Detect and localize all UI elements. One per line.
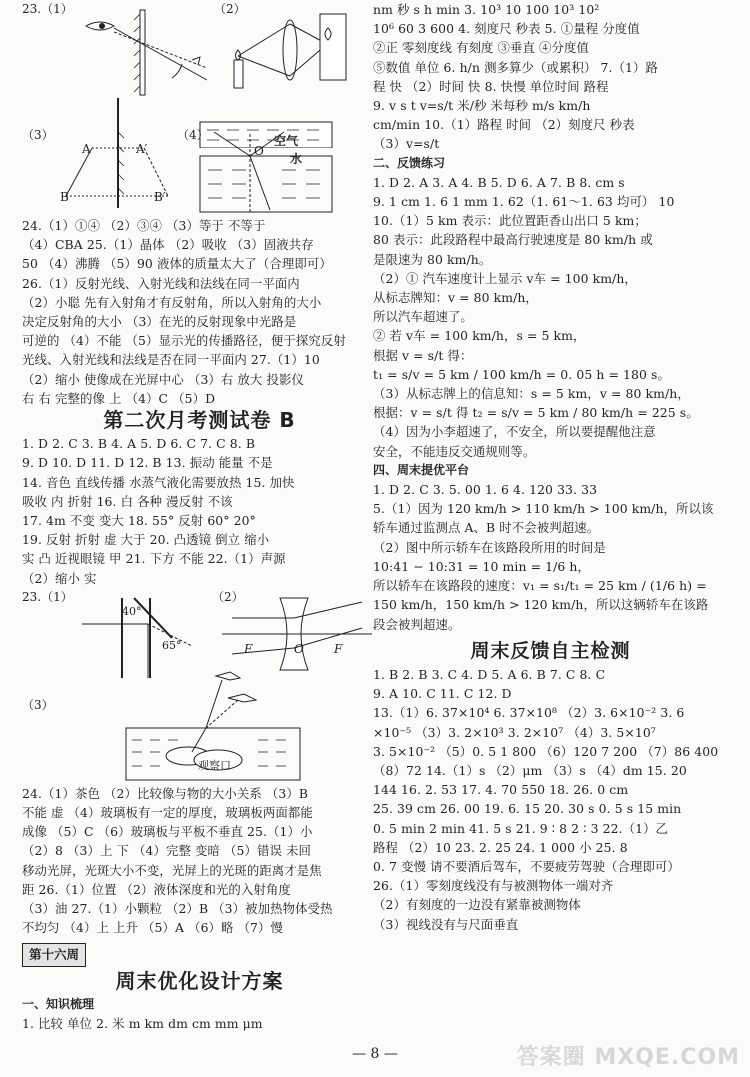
watermark: 答案圈 MXQE.COM [516,1045,740,1070]
text-line: （3）从标志牌上的信息知：s = 5 km，v = 80 km/h， [373,386,690,402]
text-line: 1. 比较 单位 2. 米 m km dm cm mm μm [22,1016,263,1032]
test-answers [373,665,728,934]
point-b-prime: B′ [154,190,166,204]
point-a-prime: A′ [136,142,148,156]
text-line: 1. D 2. A 3. A 4. B 5. D 6. A 7. B 8. cm s [373,174,625,190]
q23b-diagrams [22,588,377,784]
q23-fig2-label: （2） [214,2,246,16]
text-line: （2）缩小 实 [22,570,97,586]
page-number: — 8 — [352,1046,398,1062]
text-line: 移动光屏，光斑大小不变，光屏上的光斑的距离才是焦 [22,862,322,878]
q23b-label: 23.（1） [22,589,73,604]
q23b-fig2-label: （2） [212,589,244,604]
right-column [373,0,728,934]
left-column [22,0,377,1033]
answers-24-27-part2 [22,784,377,938]
text-line: ② 若 v车 = 100 km/h，s = 5 km， [373,328,586,344]
water-label: 水 [290,152,303,166]
text-line: ⑤数值 单位 6. h/n 测多算少（或累积） 7.（1）路 [373,59,658,75]
text-line: （4）CBA 25.（1）晶体 （2）吸收 （3）固液共存 [22,237,314,253]
text-line: 9. A 10. C 11. C 12. D [373,686,512,702]
section-knowledge: 一、知识梳理 [22,996,95,1011]
test-title: 周末反馈自主检测 [470,639,631,662]
text-line: 10⁶ 60 3 600 4. 刻度尺 秒表 5. ①量程 分度值 [373,21,640,37]
text-line: 安全，不能违反交通规则等。 [373,443,536,459]
text-line: （3）油 27.（1）小颗粒 （2）B （3）被加热物体受热 [22,901,333,917]
week-badge: 第十六周 [22,943,86,966]
text-line: 9. D 10. D 11. D 12. B 13. 振动 能量 不是 [22,455,273,471]
text-line: 5.（1）因为 120 km/h > 110 km/h > 100 km/h，所以该 [373,501,714,517]
mirror-hatching [134,14,140,92]
text-line: 所以汽车超速了。 [373,309,473,325]
text-line: 10:41 − 10:31 = 10 min = 1/6 h， [373,558,590,574]
observation-window-label: 观察口 [198,758,231,772]
q23b-fig3-label: （3） [22,697,54,712]
text-line: 80 表示：此段路程中最高行驶速度是 80 km/h 或 [373,232,653,248]
text-line: （2）图中所示轿车在该路段所用的时间是 [373,539,606,555]
point-o: O [254,144,264,158]
text-line: 17. 4m 不变 变大 18. 55° 反射 60° 20° [22,513,256,529]
text-line: 24.（1）①④ （2）③④ （3）等于 不等于 [22,218,266,233]
text-line: （3）v=s/t [373,136,440,152]
text-line: ×10⁻⁵ （3）3. 2×10³ 3. 2×10⁷ （4）3. 5×10⁷ [373,724,656,740]
text-line: 24.（1）茶色 （2）比较像与物的大小关系 （3）B [22,785,309,801]
text-line: 14. 音色 直线传播 水蒸气液化需要放热 15. 加快 [22,474,295,490]
q23-label: 23.（1） [22,2,73,16]
text-line: 不均匀 （4）上 上升 （5）A （6）略 （7）慢 [22,920,284,936]
focus-left: F [244,641,253,656]
text-line: 是限速为 80 km/h。 [373,251,492,267]
angle-40: 40° [122,604,142,618]
text-line: nm 秒 s h min 3. 10³ 10 100 10³ 10² [373,2,600,17]
text-line: 1. D 2. C 3. B 4. A 5. D 6. C 7. C 8. B [22,436,256,452]
text-line: 根据 v = s/t 得： [373,347,473,363]
q23b-figures [22,588,377,784]
text-line: 10.（1）5 km 表示：此位置距香山出口 5 km； [373,213,647,229]
exam-b-answers [22,434,377,588]
text-line: cm/min 10.（1）路程 时间 （2）刻度尺 秒表 [373,117,635,133]
text-line: 不能 虚 （4）玻璃板有一定的厚度，玻璃板两面都能 [22,805,313,821]
text-line: （2）① 汽车速度计上显示 v车 = 100 km/h， [373,270,637,286]
text-line: 右 右 完整的像 上 （4）C （5）D [22,390,216,406]
text-line: 3. 5×10⁻² （5）0. 5 1 800 （6）120 7 200 （7）86 400 [373,743,719,759]
text-line: t₁ = s/v = 5 km / 100 km/h = 0. 05 h = 180 s。 [373,366,670,382]
knowledge-answers-cont [373,0,728,154]
text-line: 144 16. 2. 53 17. 4. 70 550 18. 26. 0 cm [373,782,629,798]
text-line: 150 km/h，150 km/h > 120 km/h，所以这辆轿车在该路 [373,597,709,613]
text-line: 0. 5 min 2 min 41. 5 s 21. 9 ∶ 8 2 ∶ 3 22.（1）乙 [373,820,669,836]
candle [234,60,243,88]
plan-title: 周末优化设计方案 [115,968,284,993]
text-line: 从标志牌知：v = 80 km/h， [373,290,538,306]
airplane-icon [216,672,240,680]
text-line: 成像 （5）C （6）玻璃板与平板不垂直 25.（1）小 [22,824,313,840]
focus-right: F [334,641,343,656]
text-line: 13.（1）6. 37×10⁴ 6. 37×10⁸ （2）3. 6×10⁻² 3. 6 [373,705,685,721]
text-line: 1. B 2. B 3. C 4. D 5. A 6. B 7. C 8. C [373,666,606,682]
text-line: 所以轿车在该路段的速度：v₁ = s₁/t₁ = 25 km / (1/6 h) = [373,578,707,594]
text-line: （8）72 14.（1）s （2）μm （3）s （4）dm 15. 20 [373,762,687,778]
text-line: 轿车通过监测点 A、B 时不会被判超速。 [373,520,600,536]
section-feedback: 二、反馈练习 [373,155,446,170]
air-label: 空气 [274,134,299,148]
text-line: 1. D 2. C 3. 5. 00 1. 6 4. 120 33. 33 [373,482,598,498]
text-line: （2）8 （3）上 下 （4）完整 变暗 （5）错误 未回 [22,843,311,859]
point-b: B [60,190,69,204]
text-line: （2）缩小 使像成在光屏中心 （3）右 放大 投影仪 [22,371,304,387]
light-screen [320,14,346,80]
text-line: 0. 7 变慢 请不要酒后驾车，不要疲劳驾驶（合理即可） [373,858,680,874]
text-line: 根据：v = s/t 得 t₂ = s/v = 5 km / 80 km/h = 225 s。 [373,405,699,421]
text-line: 路程 （2）10 23. 2. 25 24. 1 000 小 25. 8 [373,839,628,855]
text-line: 26.（1）零刻度线没有与被测物体一端对齐 [373,878,614,894]
text-line: 距 26.（1）位置 （2）液体深度和光的入射角度 [22,881,291,897]
feedback-answers [373,173,728,461]
answers-24-27-part1 [22,216,377,408]
light-ray [114,28,207,80]
angle-65: 65° [162,638,182,652]
text-line: 可逆的 （4）不能 （5）显示光的传播路径，便于探究反射 [22,333,346,349]
convex-lens [283,20,297,80]
text-line: （2）有刻度的一边没有紧靠被测物体 [373,897,581,913]
text-line: 实 凸 近视眼镜 甲 21. 下方 不能 22.（1）声源 [22,551,286,567]
text-line: 9. 1 cm 1. 6 1 mm 1. 62（1. 61～1. 63 均可） 10 [373,194,675,210]
q23-figures-bottom [22,126,377,216]
knowledge-answers-start [22,1014,377,1033]
text-line: （2）小聪 先有入射角才有反射角，所以入射角的大小 [22,294,322,310]
text-line: （4）因为小李超速了，不安全，所以要提醒他注意 [373,424,656,440]
text-line: 9. v s t v=s/t 米/秒 米每秒 m/s km/h [373,98,591,114]
text-line: 50 （4）沸腾 （5）90 液体的质量太大了（合理即可） [22,256,332,272]
text-line: 光线、入射光线和法线是否在同一平面内 27.（1）10 [22,352,320,368]
text-line: 决定反射角的大小 （3）在光的反射现象中光路是 [22,314,297,330]
text-line: （3）视线没有与尺面垂直 [373,916,519,932]
lens-center: O [294,641,304,656]
text-line: ②正 零刻度线 有刻度 ③垂直 ④分度值 [373,40,590,56]
advanced-answers [373,480,728,634]
text-line: 26.（1）反射光线、入射光线和法线在同一平面内 [22,275,300,291]
exam-title: 第二次月考测试卷 B [103,408,296,433]
incident-ray [214,132,250,156]
text-line: 吸收 内 折射 16. 白 各种 漫反射 不该 [22,493,233,509]
airplane-image-icon [228,694,256,702]
point-a: A [82,142,91,156]
plane-mirror [140,10,145,95]
section-advanced: 四、周末提优平台 [373,462,470,477]
q23-fig4-label: （4） [177,128,209,142]
q23-fig3-label: （3） [22,128,54,142]
text-line: 25. 39 cm 26. 00 19. 6. 15 20. 30 s 0. 5 s 15 min [373,801,682,817]
text-line: 段会被判超速。 [373,616,461,632]
text-line: 19. 反射 折射 虚 大于 20. 凸透镜 倒立 缩小 [22,532,270,548]
text-line: 程 快 （2）时间 快 8. 快慢 单位时间 路程 [373,78,609,94]
